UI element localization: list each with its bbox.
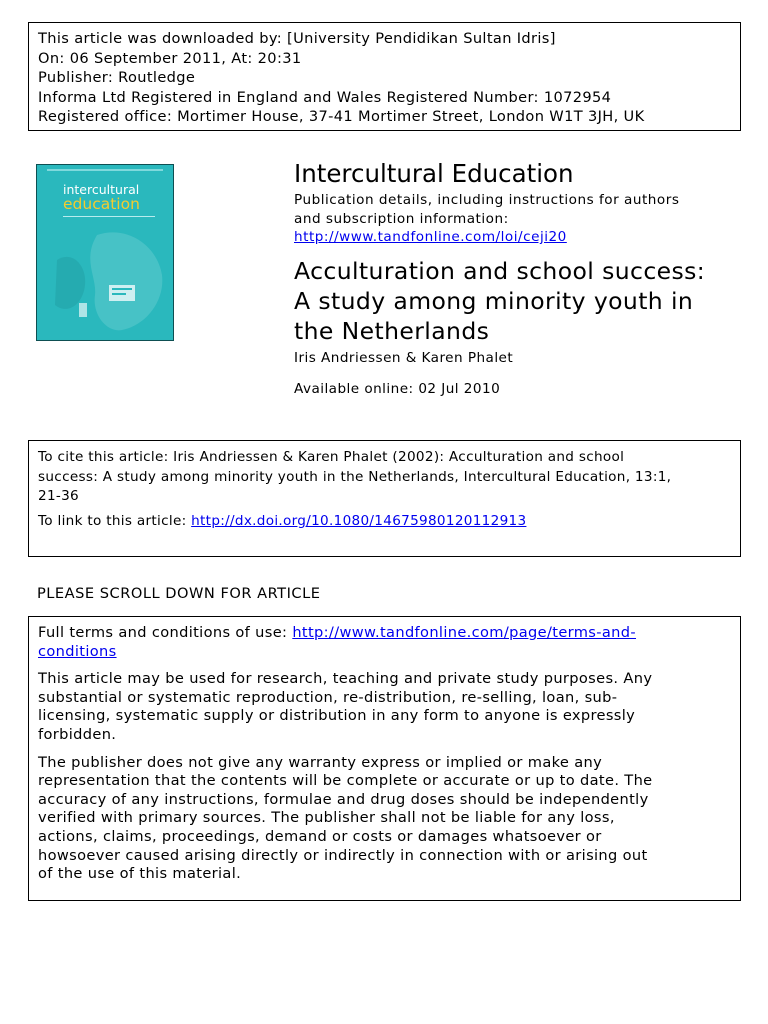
terms-disclaimer-line: verified with primary sources. The publisher shall not be liable for any loss,: [38, 809, 615, 827]
article-title-line: A study among minority youth in: [294, 287, 694, 315]
article-title: [294, 256, 705, 346]
publication-details-line: and subscription information:: [294, 210, 509, 227]
publication-details: [294, 191, 679, 247]
download-notice-box: [28, 22, 741, 131]
download-notice-line: Informa Ltd Registered in England and Wales Registered Number: 1072954: [38, 88, 612, 106]
citation-line: To cite this article: Iris Andriessen & Karen Phalet (2002): Acculturation and school: [38, 449, 625, 465]
citation-line: 21-36: [38, 488, 80, 504]
terms-disclaimer-line: accuracy of any instructions, formulae and drug doses should be independently: [38, 790, 649, 808]
journal-title: Intercultural Education: [294, 159, 574, 188]
terms-url-link-continued[interactable]: conditions: [38, 642, 117, 660]
article-authors: Iris Andriessen & Karen Phalet: [294, 350, 514, 366]
terms-disclaimer-paragraph: [38, 754, 740, 884]
journal-url-link[interactable]: http://www.tandfonline.com/loi/ceji20: [294, 229, 567, 245]
citation-link-row: [38, 512, 740, 532]
citation-box: [28, 440, 741, 557]
terms-url-link[interactable]: http://www.tandfonline.com/page/terms-and-: [292, 624, 636, 641]
article-title-line: Acculturation and school success:: [294, 257, 706, 285]
terms-disclaimer-line: actions, claims, proceedings, demand or costs or damages whatsoever or: [38, 827, 602, 845]
citation-line: success: A study among minority youth in the Netherlands, Intercultural Education, 13:1,: [38, 468, 672, 485]
terms-intro-label: Full terms and conditions of use:: [38, 624, 293, 641]
terms-box: [28, 616, 741, 901]
terms-usage-line: substantial or systematic reproduction, re-distribution, re-selling, loan, sub-: [38, 688, 618, 706]
cover-title-line2: education: [63, 195, 140, 213]
article-title-line: the Netherlands: [294, 317, 490, 345]
terms-disclaimer-line: representation that the contents will be complete or accurate or up to date. The: [38, 772, 653, 790]
download-notice-line: Registered office: Mortimer House, 37-41 Mortimer Street, London W1T 3JH, UK: [38, 108, 645, 125]
terms-disclaimer-line: of the use of this material.: [38, 865, 242, 883]
download-notice-line: On: 06 September 2011, At: 20:31: [38, 49, 302, 67]
doi-link[interactable]: http://dx.doi.org/10.1080/14675980120112913: [191, 512, 527, 529]
publication-details-line: Publication details, including instructions for authors: [294, 192, 680, 208]
terms-disclaimer-line: The publisher does not give any warranty express or implied or make any: [38, 753, 603, 771]
terms-usage-line: licensing, systematic supply or distribution in any form to anyone is expressly: [38, 707, 636, 725]
terms-usage-line: This article may be used for research, teaching and private study purposes. Any: [38, 670, 653, 688]
terms-intro-paragraph: [38, 624, 740, 661]
download-notice-line: Publisher: Routledge: [38, 69, 196, 86]
download-notice-line: This article was downloaded by: [University Pendidikan Sultan Idris]: [38, 30, 556, 47]
scroll-down-notice: PLEASE SCROLL DOWN FOR ARTICLE: [37, 585, 321, 602]
terms-usage-line: forbidden.: [38, 725, 117, 743]
cover-rule: [63, 216, 155, 217]
terms-intro-line: [38, 624, 740, 643]
available-online-date: Available online: 02 Jul 2010: [294, 381, 501, 397]
terms-disclaimer-line: howsoever caused arising directly or indirectly in connection with or arising out: [38, 846, 648, 864]
citation-link-label: To link to this article:: [38, 512, 192, 529]
cover-title-line1: intercultural: [63, 182, 140, 197]
terms-usage-paragraph: [38, 670, 740, 744]
journal-cover-image: [36, 164, 174, 341]
